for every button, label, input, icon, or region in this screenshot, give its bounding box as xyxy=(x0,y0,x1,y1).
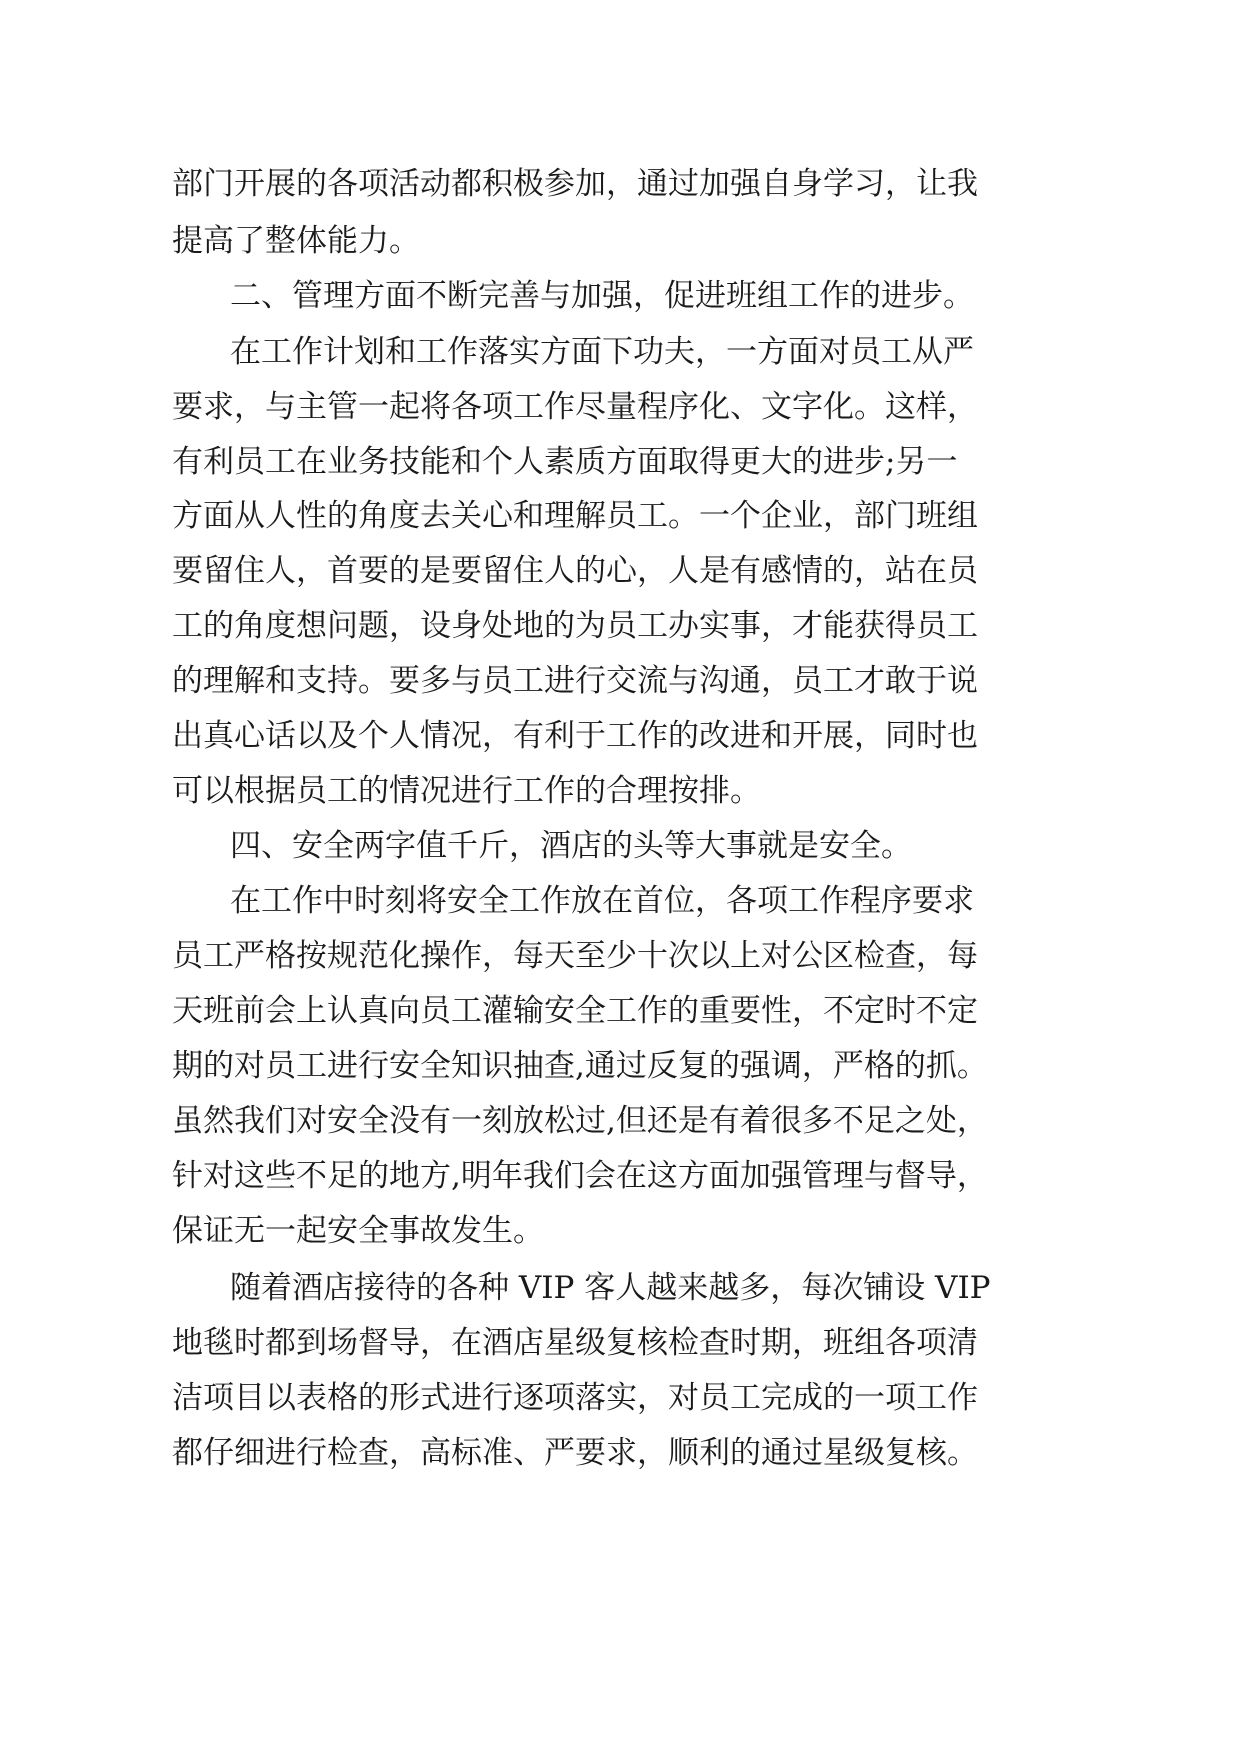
text-line-content: 提高了整体能力。 xyxy=(172,223,420,259)
text-line-content: 部门开展的各项活动都积极参加，通过加强自身学习，让我 xyxy=(172,166,978,202)
text-line xyxy=(0,1372,1241,1424)
text-line xyxy=(0,765,1241,817)
text-line xyxy=(0,930,1241,982)
section-heading xyxy=(0,270,1241,322)
section-heading-text: 二、管理方面不断完善与加强，促进班组工作的进步。 xyxy=(230,278,974,314)
text-line-content: 虽然我们对安全没有一刻放松过,但还是有着很多不足之处， xyxy=(172,1103,988,1139)
section-heading-text: 四、安全两字值千斤，酒店的头等大事就是安全。 xyxy=(230,828,912,864)
text-line-content: 地毯时都到场督导，在酒店星级复核检查时期，班组各项清 xyxy=(172,1325,978,1361)
text-line-content: 期的对员工进行安全知识抽查,通过反复的强调，严格的抓。 xyxy=(172,1048,988,1084)
text-line xyxy=(0,1317,1241,1369)
text-line-content: 工的角度想问题，设身处地的为员工办实事，才能获得员工 xyxy=(172,608,978,644)
text-line-content: 在工作中时刻将安全工作放在首位，各项工作程序要求 xyxy=(230,883,974,919)
text-line-content: 要求，与主管一起将各项工作尽量程序化、文字化。这样， xyxy=(172,389,978,425)
text-line-content: 针对这些不足的地方,明年我们会在这方面加强管理与督导， xyxy=(172,1158,988,1194)
text-line-content: 洁项目以表格的形式进行逐项落实，对员工完成的一项工作 xyxy=(172,1380,978,1416)
text-line xyxy=(0,1040,1241,1092)
text-line-content: 可以根据员工的情况进行工作的合理按排。 xyxy=(172,773,761,809)
text-line-content: 方面从人性的角度去关心和理解员工。一个企业，部门班组 xyxy=(172,498,978,534)
text-line xyxy=(0,1205,1241,1257)
text-line xyxy=(0,215,1241,267)
text-line xyxy=(0,381,1241,433)
text-line xyxy=(0,1150,1241,1202)
text-line-content: 天班前会上认真向员工灌输安全工作的重要性，不定时不定 xyxy=(172,993,978,1029)
text-line xyxy=(0,1262,1241,1314)
text-line-content: 在工作计划和工作落实方面下功夫，一方面对员工从严 xyxy=(230,334,974,370)
text-line-content: 的理解和支持。要多与员工进行交流与沟通，员工才敢于说 xyxy=(172,663,978,699)
section-heading xyxy=(0,820,1241,872)
text-line-content: 都仔细进行检查，高标准、严要求，顺利的通过星级复核。 xyxy=(172,1435,978,1471)
text-line xyxy=(0,710,1241,762)
text-line xyxy=(0,600,1241,652)
text-line-content: 出真心话以及个人情况，有利于工作的改进和开展，同时也 xyxy=(172,718,978,754)
text-line xyxy=(0,545,1241,597)
text-line xyxy=(0,985,1241,1037)
text-line xyxy=(0,490,1241,542)
text-line xyxy=(0,326,1241,378)
text-line-content: 员工严格按规范化操作，每天至少十次以上对公区检查，每 xyxy=(172,938,978,974)
text-line-content: 随着酒店接待的各种 VIP 客人越来越多，每次铺设 VIP xyxy=(230,1270,991,1306)
text-line-content: 要留住人，首要的是要留住人的心，人是有感情的，站在员 xyxy=(172,553,978,589)
text-line xyxy=(0,655,1241,707)
text-line xyxy=(0,436,1241,488)
text-line xyxy=(0,1095,1241,1147)
text-line xyxy=(0,1427,1241,1479)
text-line xyxy=(0,875,1241,927)
text-line-content: 保证无一起安全事故发生。 xyxy=(172,1213,544,1249)
text-line-content: 有利员工在业务技能和个人素质方面取得更大的进步;另一 xyxy=(172,444,958,480)
text-line xyxy=(0,158,1241,210)
